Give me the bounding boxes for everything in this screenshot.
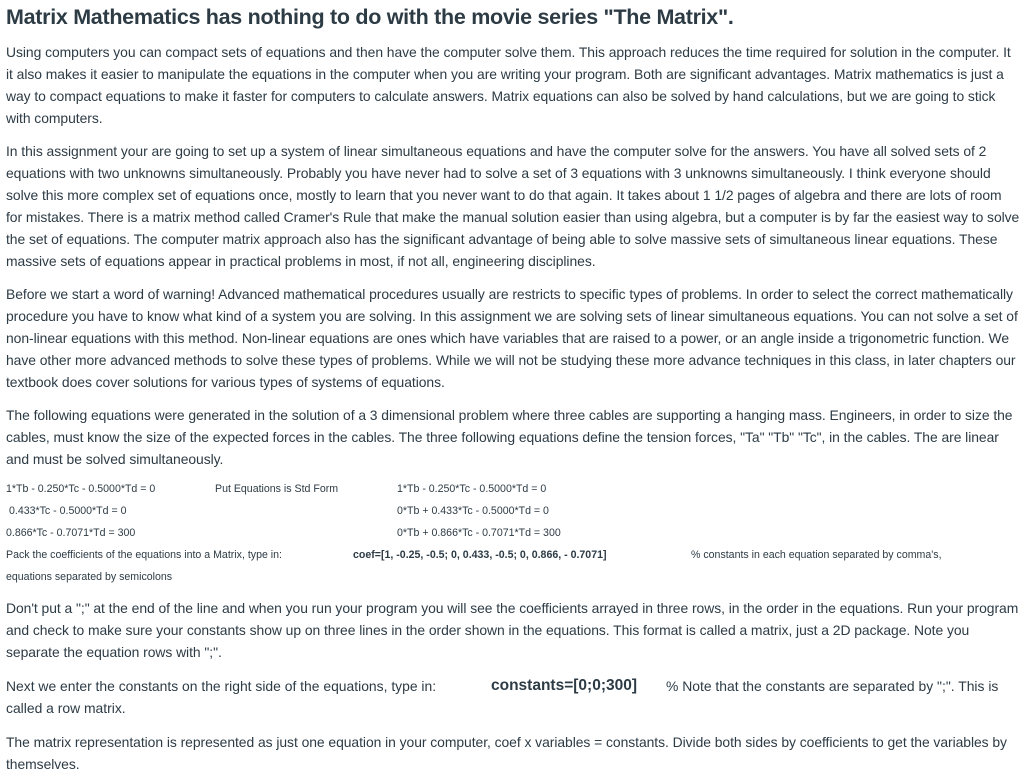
cables-paragraph: The following equations were generated in the solution of a 3 dimensional problem where three cables are supporting a hanging mass. Engineers, in order to size the cables, must know the size of the expected forces in the cables. The three following equations define the tension forces, "Ta" "Tb" "Tc", in the cables. The are linear and must be solved simultaneously. (6, 407, 1013, 467)
coef-matrix-code: coef=[1, -0.25, -0.5; 0, 0.433, -0.5; 0, 0.866, - 0.7071] (353, 549, 607, 561)
original-equation-3: 0.866*Tc - 0.7071*Td = 300 (6, 527, 136, 539)
intro-paragraph: Using computers you can compact sets of equations and then have the computer solve them. This approach reduces the time required for solution in the computer. It it also makes it easier to manipulate the equations in the computer when you are writing your program. Both are significant advantages. Matrix mathematics is just a way to compact equations to make it faster for computers to calculate answers. Matrix equations can also be solved by hand calculations, but we are going to stick with computers. (6, 44, 1011, 126)
matrix-representation-paragraph: The matrix representation is represented as just one equation in your computer, coef x variables = constants. Divide both sides by coefficients to get the variables by themselves. (6, 734, 1007, 772)
std-form-equation-3: 0*Tb + 0.866*Tc - 0.7071*Td = 300 (397, 527, 561, 539)
original-equation-2: 0.433*Tc - 0.5000*Td = 0 (9, 505, 127, 517)
constants-note-continued: called a row matrix. (6, 700, 126, 716)
equation-block (6, 480, 1020, 588)
std-form-label: Put Equations is Std Form (215, 483, 339, 495)
constants-line (6, 675, 1020, 697)
page-title: Matrix Mathematics has nothing to do with the movie series "The Matrix". (6, 5, 734, 29)
std-form-equation-1: 1*Tb - 0.250*Tc - 0.5000*Td = 0 (397, 483, 547, 495)
std-form-equation-2: 0*Tb + 0.433*Tc - 0.5000*Td = 0 (397, 505, 549, 517)
pack-coefficients-label: Pack the coefficients of the equations into a Matrix, type in: (6, 549, 282, 561)
assignment-paragraph: In this assignment your are going to set up a system of linear simultaneous equations and have the computer solve for the answers. You have all solved sets of 2 equations with two unknowns simultaneously. Probably you have never had to solve a set of 3 equations with 3 unknowns simultaneously. I think everyone should solve this more complex set of equations once, mostly to learn that you never want to do that again. It takes about 1 1/2 pages of algebra and there are lots of room for mistakes. There is a matrix method called Cramer's Rule that make the manual solution easier than using algebra, but a computer is by far the easiest way to solve the set of equations. The computer matrix approach also has the significant advantage of being able to solve massive sets of simultaneous linear equations. These massive sets of equations appear in practical problems in most, if not all, engineering disciplines. (6, 143, 1020, 269)
coef-comment-continued: equations separated by semicolons (6, 571, 173, 583)
semicolon-paragraph: Don't put a ";" at the end of the line and when you run your program you will see the coefficients arrayed in three rows, in the order in the equations. Run your program and check to make sure your constants show up on three lines in the order shown in the equations. This format is called a matrix, just a 2D package. Note you separate the equation rows with ";". (6, 600, 1019, 660)
coef-comment: % constants in each equation separated by comma's, (691, 549, 942, 561)
original-equation-1: 1*Tb - 0.250*Tc - 0.5000*Td = 0 (6, 483, 156, 495)
constants-code: constants=[0;0;300] (491, 677, 638, 694)
constants-lead-text: Next we enter the constants on the right side of the equations, type in: (6, 678, 437, 694)
warning-paragraph: Before we start a word of warning! Advanced mathematical procedures usually are restricts to specific types of problems. In order to select the correct mathematically procedure you have to know what kind of a system you are solving. In this assignment we are solving sets of linear simultaneous equations. You can not solve a set of non-linear equations with this method. Non-linear equations are ones which have variables that are raised to a power, or an angle inside a trigonometric function. We have other more advanced methods to solve these types of problems. While we will not be studying these more advance techniques in this class, in later chapters our textbook does cover solutions for various types of systems of equations. (6, 286, 1018, 390)
constants-note: % Note that the constants are separated by ";". This is (666, 678, 999, 694)
